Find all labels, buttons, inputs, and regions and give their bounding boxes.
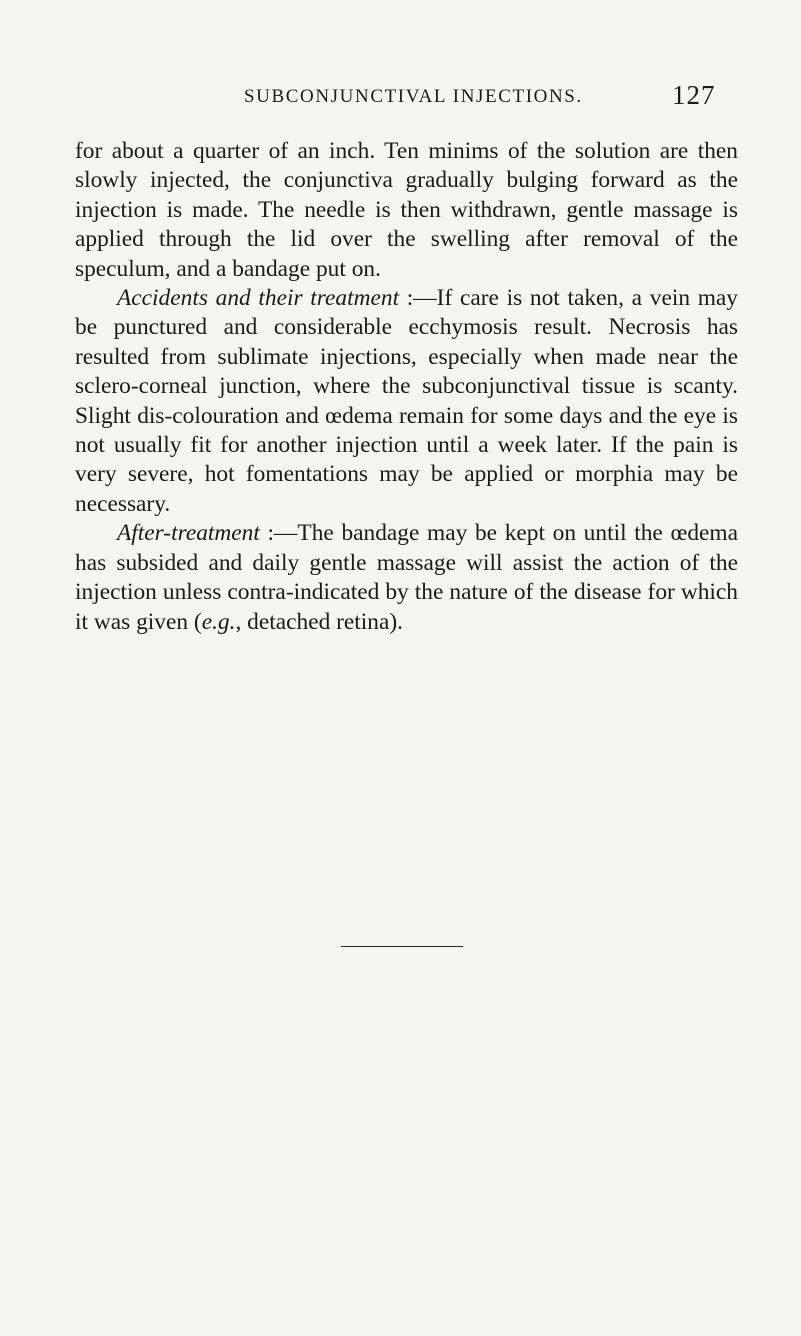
paragraph-accidents bbox=[75, 284, 738, 519]
section-heading-after-treatment: After-treatment bbox=[117, 520, 260, 547]
paragraph-accidents-text: :—If care is not taken, a vein may be punctured and considerable ecchymosis result. Necrosis has resulted from sublimate injections, especially when made near the sclero-corneal junction, where the subconjunctival tissue is scanty. Slight dis-colouration and œdema remain for some days and the eye is not usually fit for another injection until a week later. If the pain is very severe, hot fomentations may be applied or morphia may be necessary. bbox=[75, 285, 738, 517]
paragraph-1 bbox=[75, 137, 738, 284]
running-title: SUBCONJUNCTIVAL INJECTIONS. bbox=[244, 86, 583, 107]
body-text bbox=[75, 137, 738, 637]
page-number: 127 bbox=[672, 80, 716, 110]
paragraph-after-treatment-text: :—The bandage may be kept on until the œdema has subsided and daily gentle massage will assist the action of the injection unless contra-indicated by the nature of the disease for which it was given ( bbox=[75, 520, 738, 635]
paragraph-after-treatment bbox=[75, 519, 738, 637]
paragraph-after-treatment-ending: , detached retina). bbox=[235, 608, 404, 635]
abbreviation-eg: e.g. bbox=[201, 608, 236, 635]
paragraph-1-text: for about a quarter of an inch. Ten minims of the solution are then slowly injected, the conjunctiva gradually bulging forward as the injection is made. The needle is then withdrawn, gentle massage is applied through the lid over the swelling after removal of the speculum, and a bandage put on. bbox=[75, 138, 738, 282]
section-end-rule bbox=[341, 946, 463, 947]
section-heading-accidents: Accidents and their treatment bbox=[117, 285, 400, 312]
